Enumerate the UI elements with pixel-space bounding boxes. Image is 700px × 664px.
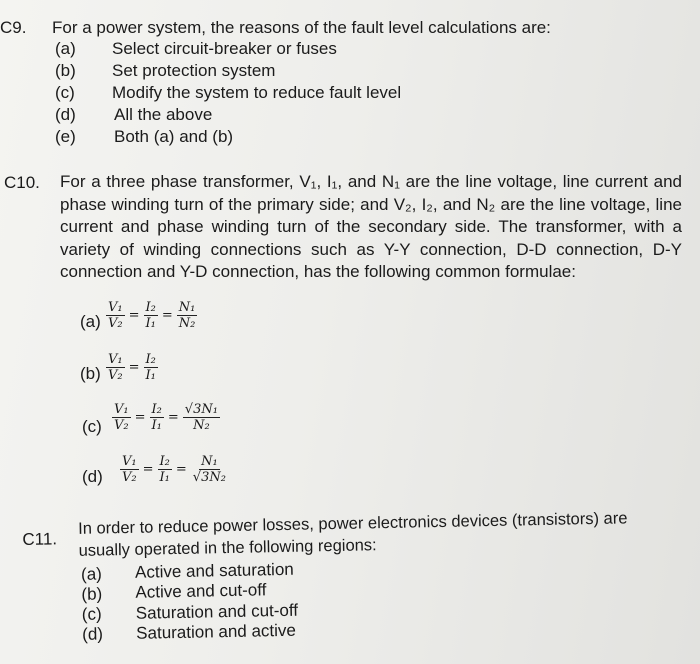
formula-letter: (b) (80, 364, 101, 383)
formula-a: $\frac{\text{V₁}}{\text{V₂}}$ = $\frac{\text{I₂}}{\text{I₁}}$ = $\frac{\text{N₁}}{\text{N₂}}$ (108, 300, 196, 331)
question-text: For a three phase transformer, V₁, I₁, and N₁ are the line voltage, line current and phase winding turn of the primary side; and V₂, I₂, and N₂ are the line voltage, line current and phase winding turn of the secondary side. The transformer, with a variety of winding connections such as Y-Y connection, D-D connection, D-Y connection and Y-D connection, has the following common formulae: (60, 172, 682, 282)
formula-d: $\frac{\text{V₁}}{\text{V₂}}$ = $\frac{\text{I₂}}{\text{I₁}}$ = $\frac{\text{N₁}}{\text{√3N₂}}$ (122, 454, 226, 485)
option-letter: (b) (55, 61, 76, 80)
option-letter: (a) (80, 564, 103, 584)
denominator: V₂ (114, 418, 129, 433)
option-letter: (d) (55, 105, 76, 124)
question-number: C11. (22, 529, 58, 549)
numerator: V₁ (108, 352, 123, 367)
numerator: V₁ (122, 454, 137, 469)
denominator: I₁ (159, 470, 170, 485)
formula-b: $\frac{\text{V₁}}{\text{V₂}}$ = $\frac{\text{I₂}}{\text{I₁}}$ (108, 352, 156, 383)
question-text: usually operated in the following regions: (78, 536, 377, 560)
option-text: Set protection system (112, 61, 276, 80)
option-text: Active and cut-off (135, 580, 267, 602)
option-text: Saturation and active (136, 620, 297, 643)
option-text: All the above (114, 105, 213, 124)
option-text: Both (a) and (b) (114, 127, 234, 146)
numerator: N₁ (178, 300, 196, 315)
formula-letter: (c) (82, 417, 102, 436)
numerator: N₁ (201, 454, 218, 469)
option-text: Active and saturation (134, 559, 294, 582)
numerator: I₂ (151, 402, 162, 417)
numerator: √3N₁ (184, 402, 218, 417)
formula-letter: (d) (82, 467, 103, 486)
numerator: V₁ (108, 300, 123, 315)
numerator: I₂ (145, 352, 156, 367)
option-text: Saturation and cut-off (135, 600, 299, 623)
numerator: I₂ (159, 454, 170, 469)
denominator: N₂ (193, 418, 210, 433)
question-number: C9. (0, 18, 27, 37)
question-text: For a power system, the reasons of the fault level calculations are: (52, 18, 551, 37)
numerator: I₂ (145, 300, 156, 315)
question-number: C10. (4, 173, 40, 192)
denominator: V₂ (122, 470, 137, 485)
denominator: V₂ (108, 316, 123, 331)
option-letter: (c) (55, 83, 75, 102)
denominator: I₁ (145, 316, 156, 331)
formula-c: $\frac{\text{V₁}}{\text{V₂}}$ = $\frac{\text{I₂}}{\text{I₁}}$ = $\frac{\text{√3N₁}}{\text{N₂}}$ (114, 402, 218, 433)
option-letter: (c) (81, 604, 102, 624)
option-letter: (d) (82, 624, 104, 644)
denominator: √3N₂ (192, 470, 226, 485)
formula-letter: (a) (80, 312, 101, 331)
denominator: I₁ (151, 418, 162, 433)
question-text: In order to reduce power losses, power electronics devices (transistors) are (78, 509, 628, 538)
denominator: V₂ (108, 368, 123, 383)
numerator: V₁ (114, 402, 129, 417)
option-letter: (a) (55, 39, 76, 58)
option-letter: (e) (55, 127, 76, 146)
option-letter: (b) (81, 584, 103, 604)
option-text: Select circuit-breaker or fuses (112, 39, 337, 58)
option-text: Modify the system to reduce fault level (112, 83, 402, 102)
denominator: N₂ (178, 316, 196, 331)
denominator: I₁ (145, 368, 156, 383)
